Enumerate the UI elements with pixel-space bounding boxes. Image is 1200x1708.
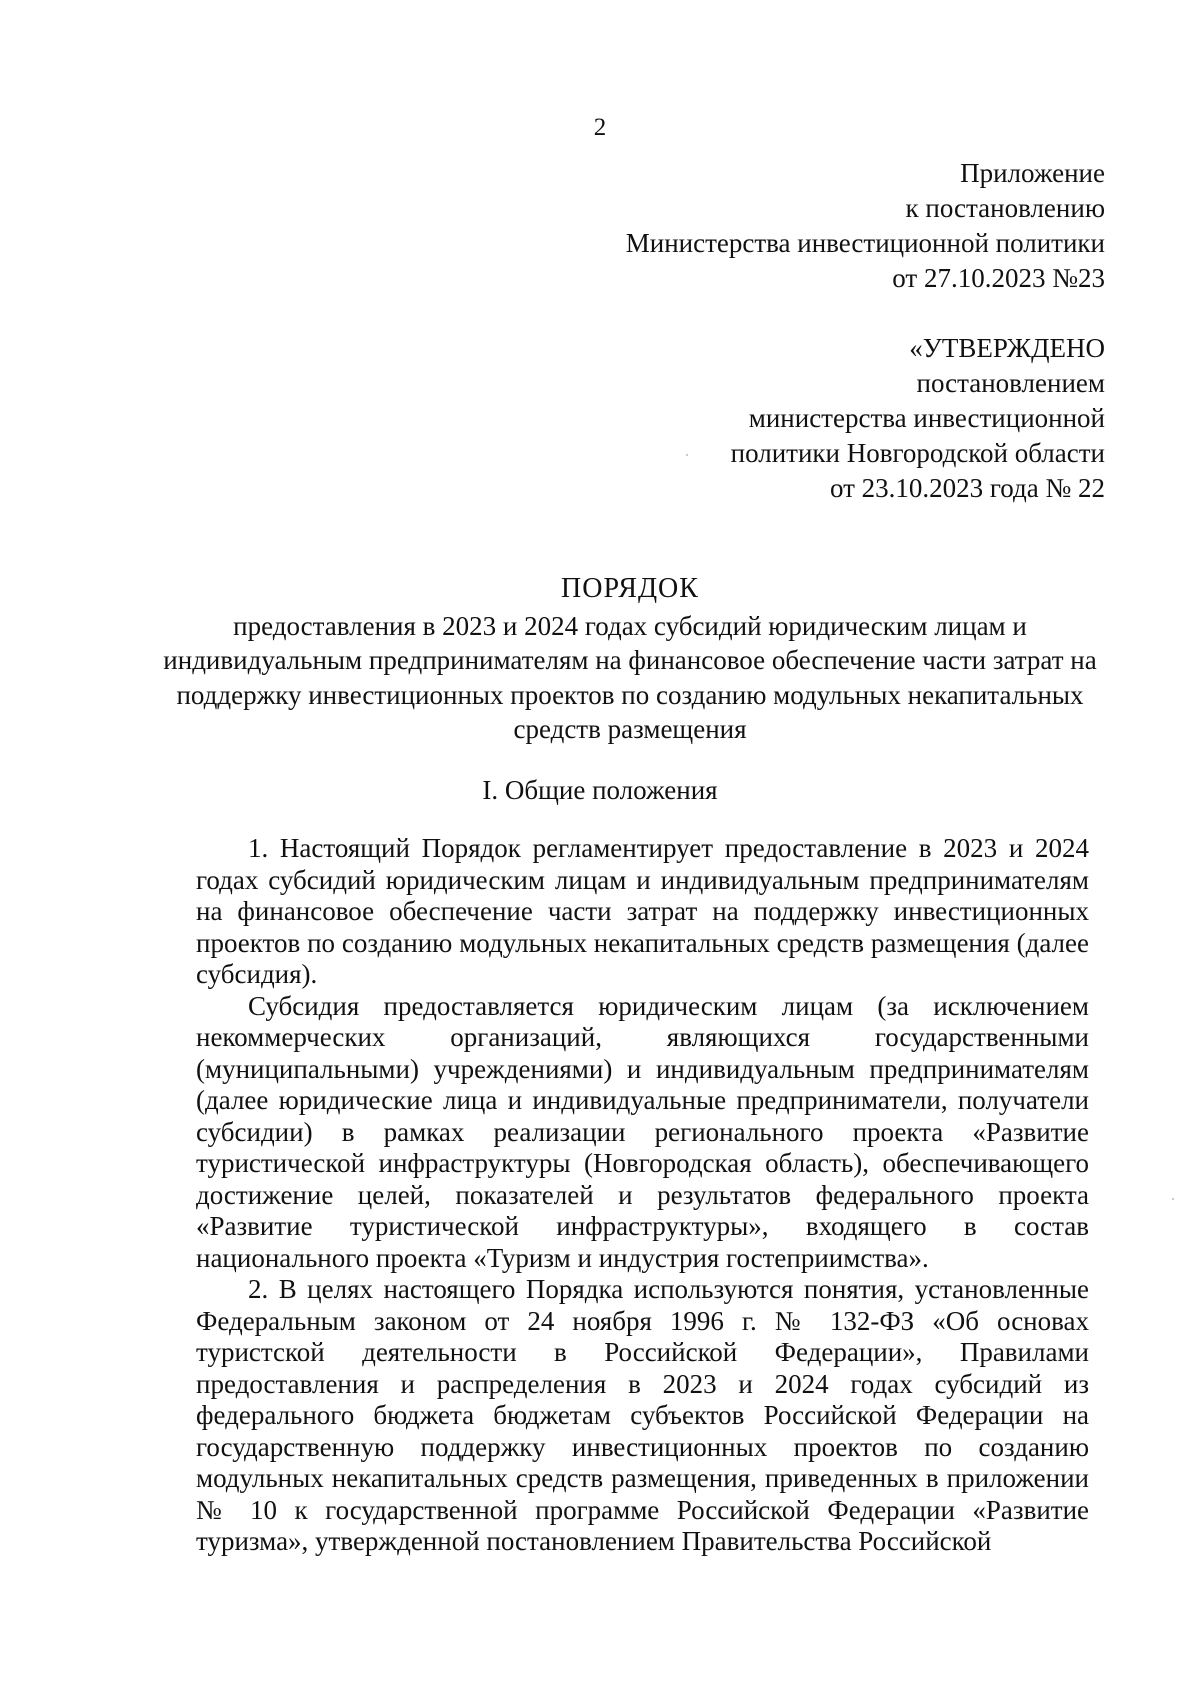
paragraph: Субсидия предоставляется юридическим лицам (за исключением некоммерческих организаций, являющихся государственными (муниципальными) учреждениями) и индивидуальным предпринимателям (далее юридические лица и индивидуальные предприниматели, получатели субсидии) в рамках реализации регионального проекта «Развитие туристической инфраструктуры (Новгородская область), обеспечивающего достижение целей, показателей и результатов федерального проекта «Развитие туристической инфраструктуры», входящего в состав национального проекта «Туризм и индустрия гостеприимства». xyxy=(196,990,1089,1273)
approval-line: «УТВЕРЖДЕНО xyxy=(909,333,1105,363)
paragraph: 1. Настоящий Порядок регламентирует предоставление в 2023 и 2024 годах субсидий юридическим лицам и индивидуальным предпринимателям на финансовое обеспечение части затрат на поддержку инвестиционных проектов по созданию модульных некапитальных средств размещения (далее субсидия). xyxy=(196,833,1089,989)
approval-line: политики Новгородской области xyxy=(730,438,1105,468)
page-number: 2 xyxy=(593,114,607,141)
annex-line: Приложение xyxy=(960,158,1105,188)
approval-block xyxy=(731,331,1105,506)
document-title: ПОРЯДОК xyxy=(561,573,699,604)
paragraph: 2. В целях настоящего Порядка используются понятия, установленные Федеральным законом от 24 ноября 1996 г. № 132-ФЗ «Об основах туристской деятельности в Российской Федерации», Правилами предоставления и распределения в 2023 и 2024 годах субсидий из федерального бюджета бюджетам субъектов Российской Федерации на государственную поддержку инвестиционных проектов по созданию модульных некапитальных средств размещения, приведенных в приложении № 10 к государственной программе Российской Федерации «Развитие туризма», утвержденной постановлением Правительства Российской xyxy=(196,1274,1089,1556)
section-heading: I. Общие положения xyxy=(482,775,718,805)
scan-artifact xyxy=(686,454,688,456)
annex-line: Министерства инвестиционной политики xyxy=(625,228,1105,258)
scan-artifact xyxy=(1172,1198,1174,1200)
annex-line: от 27.10.2023 №23 xyxy=(892,263,1105,293)
approval-line: министерства инвестиционной xyxy=(748,403,1105,433)
approval-line: постановлением xyxy=(916,368,1105,398)
annex-block xyxy=(626,156,1105,296)
approval-line: от 23.10.2023 года № 22 xyxy=(829,473,1105,503)
document-subtitle: предоставления в 2023 и 2024 годах субсидий юридическим лицам и индивидуальным предпринимателям на финансовое обеспечение части затрат на поддержку инвестиционных проектов по созданию модульных некапитальных средств размещения xyxy=(163,610,1097,744)
body-text xyxy=(196,833,1089,1558)
document-title-block xyxy=(150,572,1110,747)
annex-line: к постановлению xyxy=(905,193,1105,223)
